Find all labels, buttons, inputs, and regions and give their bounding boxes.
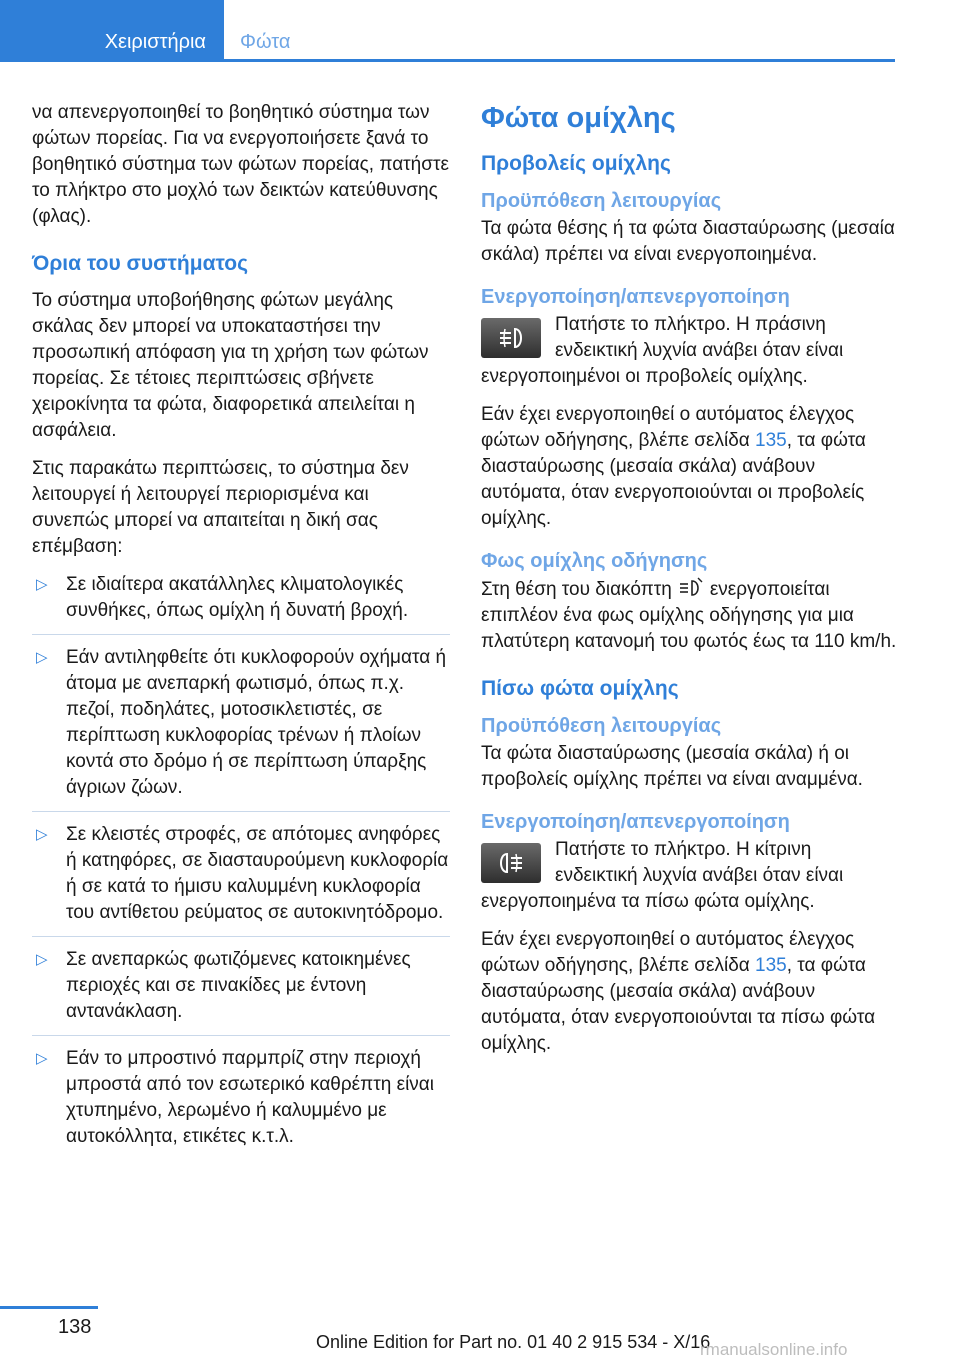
rear-auto-text: Εάν έχει ενεργοποιηθεί ο αυτόματος έλεγχος φώτων οδήγησης, βλέπε σελίδα 135, τα φώτα διασταύρωσης (μεσαία σκάλα) ανάβουν αυτόματα, όταν ενεργοποιούνται τα πίσω φώτα ομίχλης. [481,929,876,1054]
front-fog-heading: Προβολείς ομίχλης [481,152,671,175]
rear-fog-heading: Πίσω φώτα ομίχλης [481,677,679,700]
limits-paragraph: Το σύστημα υποβοήθησης φώτων μεγάλης σκάλας δεν μπορεί να υποκαταστήσει την προσωπική απόφαση για τη χρήση των φώτων πορείας. Σε τέτοιες περιπτώσεις σβήνετε χειροκίνητα τα φώτα, διαφορετικά απειλείται η ασφάλεια. [32,290,429,441]
bullet-triangle-icon: ▷ [36,649,48,666]
front-onoff-heading: Ενεργοποίηση/απενεργοποίηση [481,286,790,308]
front-requirement-heading: Προϋπόθεση λειτουργίας [481,190,722,212]
intro-paragraph: να απενεργοποιηθεί το βοηθητικό σύστημα των φώτων πορείας. Για να ενεργοποιήσετε ξανά το βοηθητικό σύστημα των φώτων πορείας, πατήστε το πλήκτρο στο μοχλό των δεικτών κατεύθυνσης (φλας). [32,102,449,227]
front-fog-button-icon [481,318,541,358]
front-requirement-text: Τα φώτα θέσης ή τα φώτα διασταύρωσης (μεσαία σκάλα) πρέπει να είναι ενεργοποιημένα. [481,218,895,265]
cases-paragraph: Στις παρακάτω περιπτώσεις, το σύστημα δεν λειτουργεί ή λειτουργεί περιορισμένα και συνεπώς μπορεί να απαιτείται η δική σας επέμβαση: [32,458,409,557]
list-item: ▷ Εάν αντιληφθείτε ότι κυκλοφορούν οχήματα ή άτομα με ανεπαρκή φωτισμό, όπως π.χ. πεζοί, ποδηλάτες, μοτοσικλετιστές, σε περίπτωση κυκλοφορίας τρένων ή πλοίων κοντά στο δρόμο ή σε περίπτωση ύπαρξης άγριων ζώων. [32,645,450,812]
rear-requirement-heading: Προϋπόθεση λειτουργίας [481,715,722,737]
list-item: ▷ Εάν το μπροστινό παρμπρίζ στην περιοχή μπροστά από τον εσωτερικό καθρέπτη είναι χτυπημένο, λερωμένο ή καλυμμένο με αυτοκόλλητα, ετικέτες κ.τ.λ. [36,1048,435,1147]
driving-fog-heading: Φως ομίχλης οδήγησης [481,550,708,572]
rear-requirement-text: Τα φώτα διασταύρωσης (μεσαία σκάλα) ή οι προβολείς ομίχλης πρέπει να είναι αναμμένα. [481,743,863,790]
front-onoff-text: Πατήστε το πλήκτρο. Η πράσινη ενδεικτική λυχνία ανάβει όταν είναι ενεργοποιημένοι οι προβολείς ομίχλης. [481,314,844,387]
bullet-triangle-icon: ▷ [36,1050,48,1067]
bullet-triangle-icon: ▷ [36,951,48,968]
list-item: ▷ Σε ιδιαίτερα ακατάλληλες κλιματολογικές συνθήκες, όπως ομίχλη ή δυνατή βροχή. [32,572,450,635]
page-link[interactable]: 135 [755,955,787,976]
header-bar [0,0,960,62]
driving-fog-text: Στη θέση του διακόπτη ενεργοποιείται επιπλέον ένα φως ομίχλης οδήγησης για μια πλατύτερη κατανομή του φωτός έως τα 110 km/h. [481,576,899,655]
watermark: rmanualsonline.info [700,1340,848,1359]
page-number: 138 [58,1316,92,1338]
left-column [32,100,450,1170]
rear-onoff-heading: Ενεργοποίηση/απενεργοποίηση [481,811,790,833]
list-item: ▷ Σε ανεπαρκώς φωτιζόμενες κατοικημένες περιοχές και σε πινακίδες με έντονη αντανάκλαση. [32,947,450,1036]
switch-position-icon [678,576,704,598]
fog-lights-title: Φώτα ομίχλης [481,102,676,134]
bullet-triangle-icon: ▷ [36,576,48,593]
page-link[interactable]: 135 [755,430,787,451]
rear-onoff-text: Πατήστε το πλήκτρο. Η κίτρινη ενδεικτική λυχνία ανάβει όταν είναι ενεργοποιημένα τα πίσω φώτα ομίχλης. [481,839,844,912]
bullet-triangle-icon: ▷ [36,826,48,843]
rear-fog-button-icon [481,843,541,883]
tab-controls[interactable]: Χειριστήρια [0,0,224,62]
cases-list [32,572,450,1160]
right-column [481,98,899,1069]
limits-heading: Όρια του συστήματος [32,252,249,275]
edition-text: Online Edition for Part no. 01 40 2 915 534 - X/16 [316,1332,711,1352]
front-auto-text: Εάν έχει ενεργοποιηθεί ο αυτόματος έλεγχος φώτων οδήγησης, βλέπε σελίδα 135, τα φώτα διασταύρωσης (μεσαία σκάλα) ανάβουν αυτόματα, όταν ενεργοποιούνται οι προβολείς ομίχλης. [481,404,866,529]
list-item: ▷ Σε κλειστές στροφές, σε απότομες ανηφόρες ή κατηφόρες, σε διασταυρούμενη κυκλοφορία ή σε κατά το ήμισυ καλυμμένη κυκλοφορία του αντίθετου ρεύματος σε αυτοκινητόδρομο. [32,822,450,937]
footer-divider [0,1306,98,1309]
tab-lights[interactable]: Φώτα [240,31,291,53]
header-divider [0,59,895,62]
